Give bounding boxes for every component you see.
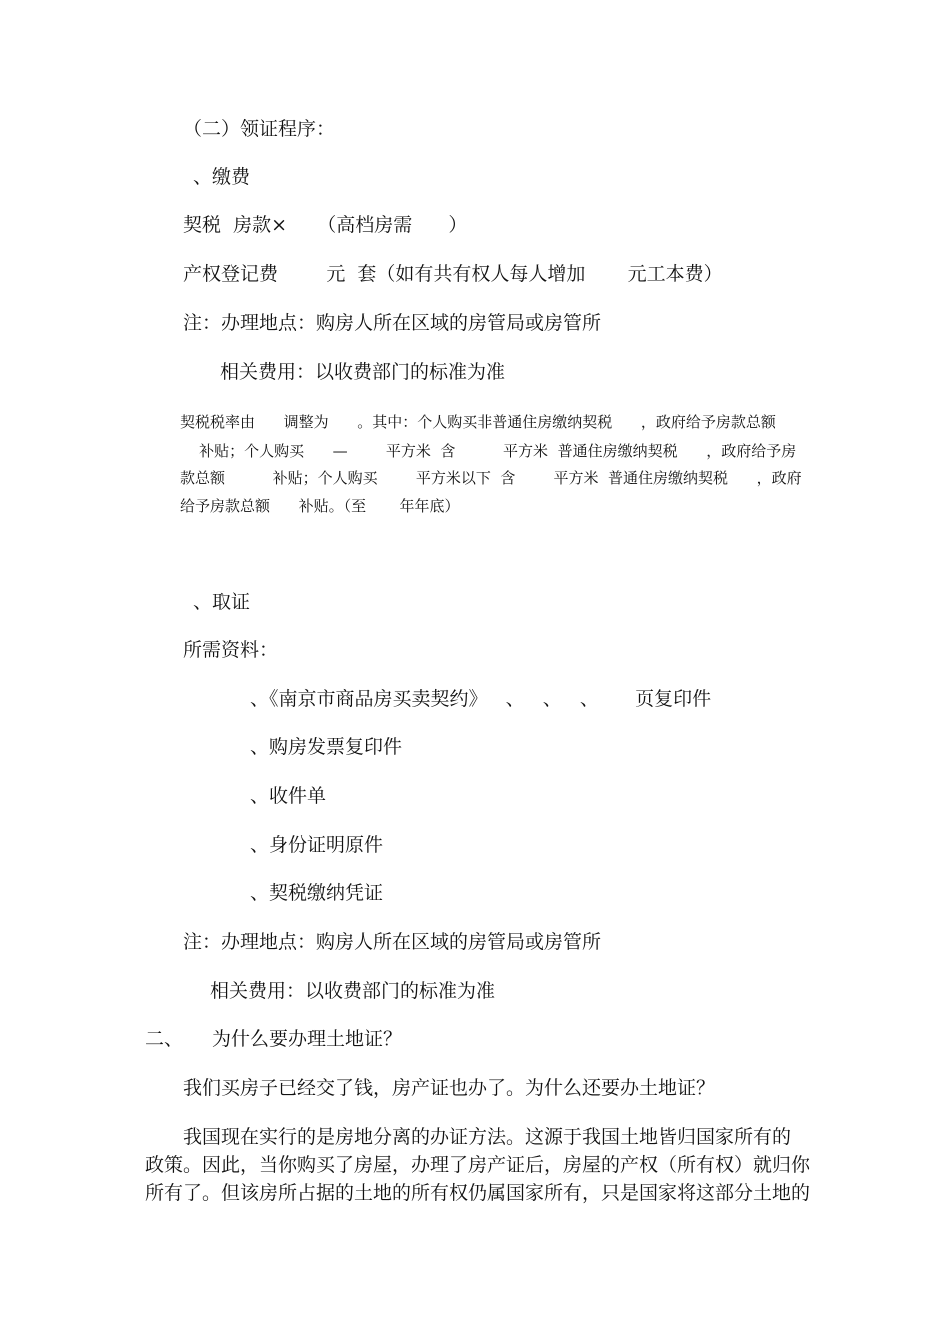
material-item: 、身份证明原件 bbox=[250, 834, 384, 856]
materials-label: 所需资料： bbox=[183, 639, 279, 661]
deed-tax-line: 契税 房款× （高档房需 ） bbox=[183, 214, 468, 236]
collect-note-location: 注：办理地点：购房人所在区域的房管局或房管所 bbox=[183, 931, 602, 953]
tax-rate-line-2: 补贴；个人购买 — 平方米 含 平方米 普通住房缴纳契税 ，政府给予房 bbox=[180, 442, 797, 460]
pay-heading: 、缴费 bbox=[193, 166, 251, 188]
collect-note-fee: 相关费用：以收费部门的标准为准 bbox=[210, 980, 496, 1002]
material-item: 、契税缴纳凭证 bbox=[250, 882, 384, 904]
tax-rate-line-3: 款总额 补贴；个人购买 平方米以下 含 平方米 普通住房缴纳契税 ，政府 bbox=[180, 469, 802, 487]
part-two-number: 二、 bbox=[145, 1028, 184, 1050]
part-two-title: 为什么要办理土地证？ bbox=[212, 1028, 403, 1050]
material-item: 、购房发票复印件 bbox=[250, 736, 403, 758]
pay-note-location: 注：办理地点：购房人所在区域的房管局或房管所 bbox=[183, 312, 602, 334]
pay-note-fee: 相关费用：以收费部门的标准为准 bbox=[220, 361, 506, 383]
tax-rate-line-4: 给予房款总额 补贴。（至 年年底） bbox=[180, 497, 460, 515]
material-item: 、收件单 bbox=[250, 785, 327, 807]
section-title: （二）领证程序： bbox=[183, 118, 336, 140]
answer-line-3: 所有了。但该房所占据的土地的所有权仍属国家所有，只是国家将这部分土地的 bbox=[145, 1182, 811, 1204]
registration-fee-line: 产权登记费 元 套（如有共有权人每人增加 元工本费） bbox=[183, 263, 723, 285]
answer-line-1: 我国现在实行的是房地分离的办证方法。这源于我国土地皆归国家所有的 bbox=[183, 1126, 792, 1148]
material-item: 、《南京市商品房买卖契约》 、 、 、 页复印件 bbox=[250, 688, 712, 710]
collect-heading: 、取证 bbox=[193, 591, 251, 613]
part-two-question: 我们买房子已经交了钱，房产证也办了。为什么还要办土地证？ bbox=[183, 1077, 716, 1099]
tax-rate-line-1: 契税税率由 调整为 。其中：个人购买非普通住房缴纳契税 ，政府给予房款总额 bbox=[180, 413, 776, 431]
answer-line-2: 政策。因此，当你购买了房屋，办理了房产证后，房屋的产权（所有权）就归你 bbox=[145, 1154, 811, 1176]
